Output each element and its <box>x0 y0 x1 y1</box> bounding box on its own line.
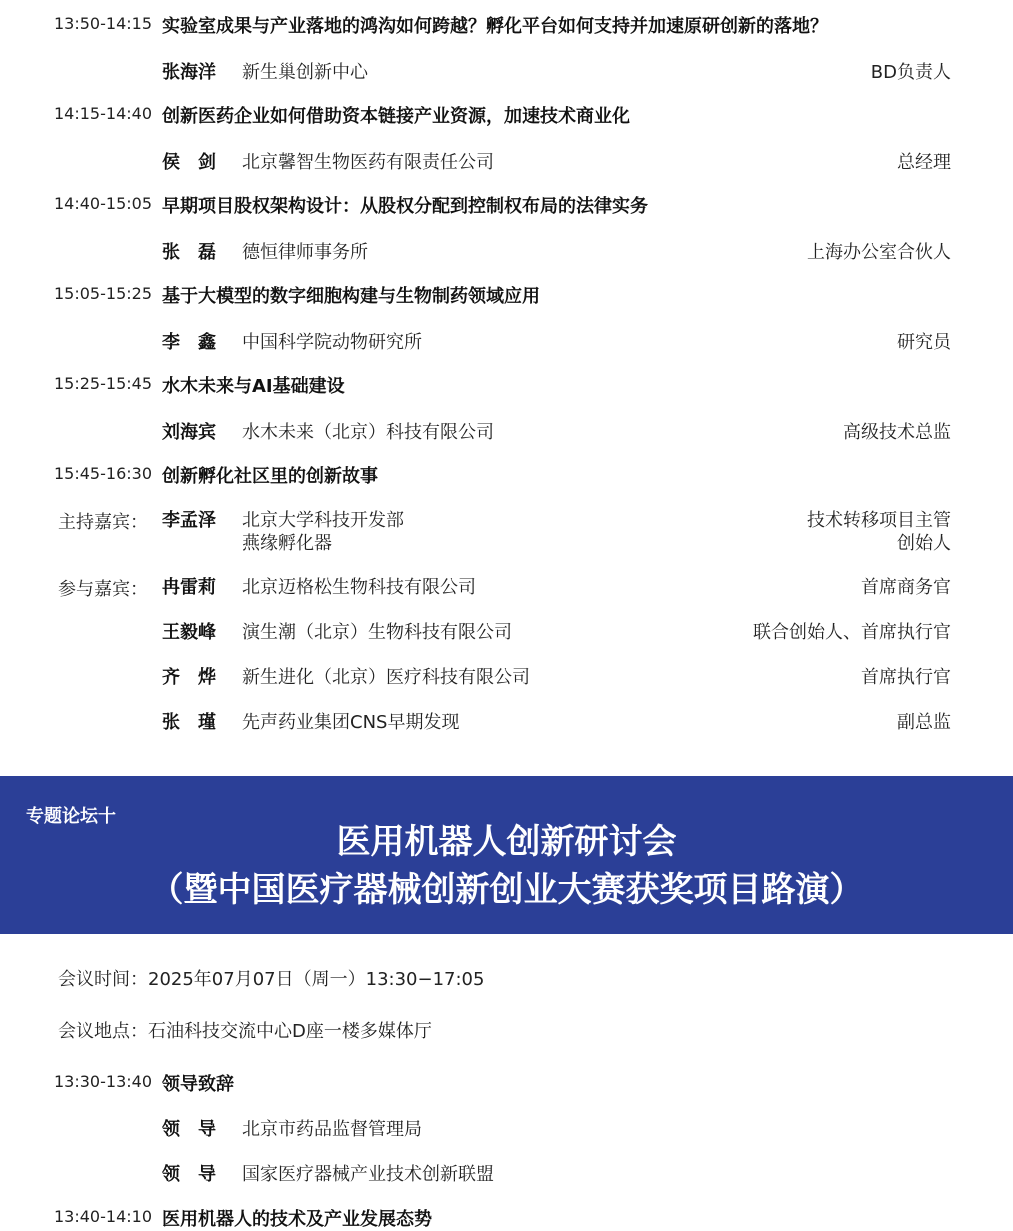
host-role: 创始人 <box>897 533 951 554</box>
guest-name: 齐 烨 <box>162 667 216 688</box>
guest-label: 参与嘉宾： <box>58 579 148 600</box>
speaker-org: 水木未来（北京）科技有限公司 <box>242 422 494 443</box>
forum-title: 医用机器人创新研讨会 <box>336 822 677 862</box>
forum-banner <box>0 776 1013 934</box>
speaker-role: 上海办公室合伙人 <box>807 242 951 263</box>
leader-name: 领 导 <box>162 1119 216 1140</box>
speaker-role: 研究员 <box>897 332 951 353</box>
host-label: 主持嘉宾： <box>58 512 148 533</box>
session-topic: 基于大模型的数字细胞构建与生物制药领域应用 <box>162 286 540 307</box>
session-time: 14:40-15:05 <box>54 194 152 213</box>
meeting-time: 会议时间：2025年07月07日（周一）13:30−17:05 <box>58 969 485 990</box>
speaker-role: 总经理 <box>897 152 951 173</box>
leader-org: 北京市药品监督管理局 <box>242 1119 422 1140</box>
leader-org: 国家医疗器械产业技术创新联盟 <box>242 1164 494 1185</box>
session-topic: 医用机器人的技术及产业发展态势 <box>162 1209 432 1230</box>
session-time: 15:45-16:30 <box>54 464 152 483</box>
speaker-org: 北京馨智生物医药有限责任公司 <box>242 152 494 173</box>
session-topic: 早期项目股权架构设计：从股权分配到控制权布局的法律实务 <box>162 196 648 217</box>
guest-role: 首席执行官 <box>861 667 951 688</box>
session-topic: 创新医药企业如何借助资本链接产业资源，加速技术商业化 <box>162 106 630 127</box>
speaker-org: 德恒律师事务所 <box>242 242 368 263</box>
leader-name: 领 导 <box>162 1164 216 1185</box>
session-topic: 领导致辞 <box>162 1074 234 1095</box>
guest-org: 演生潮（北京）生物科技有限公司 <box>242 622 512 643</box>
host-org: 燕缘孵化器 <box>242 533 332 554</box>
speaker-role: BD负责人 <box>870 62 951 83</box>
session-time: 15:25-15:45 <box>54 374 152 393</box>
forum-tag: 专题论坛十 <box>26 806 116 827</box>
guest-name: 张 瑾 <box>162 712 216 733</box>
guest-name: 冉雷莉 <box>162 577 216 598</box>
session-time: 15:05-15:25 <box>54 284 152 303</box>
session-time: 13:30-13:40 <box>54 1072 152 1091</box>
speaker-org: 中国科学院动物研究所 <box>242 332 422 353</box>
host-org: 北京大学科技开发部 <box>242 510 404 531</box>
host-role: 技术转移项目主管 <box>807 510 951 531</box>
session-topic: 水木未来与AI基础建设 <box>162 376 345 397</box>
speaker-role: 高级技术总监 <box>843 422 951 443</box>
guest-org: 新生进化（北京）医疗科技有限公司 <box>242 667 530 688</box>
speaker-name: 李 鑫 <box>162 332 216 353</box>
guest-role: 首席商务官 <box>861 577 951 598</box>
guest-org: 先声药业集团CNS早期发现 <box>242 712 460 733</box>
host-name: 李孟泽 <box>162 510 216 531</box>
session-topic: 创新孵化社区里的创新故事 <box>162 466 378 487</box>
meeting-place: 会议地点：石油科技交流中心D座一楼多媒体厅 <box>58 1021 432 1042</box>
session-topic: 实验室成果与产业落地的鸿沟如何跨越？孵化平台如何支持并加速原研创新的落地？ <box>162 16 828 37</box>
speaker-name: 刘海宾 <box>162 422 216 443</box>
speaker-name: 侯 剑 <box>162 152 216 173</box>
session-time: 13:40-14:10 <box>54 1207 152 1226</box>
session-time: 13:50-14:15 <box>54 14 152 33</box>
speaker-name: 张海洋 <box>162 62 216 83</box>
guest-role: 副总监 <box>897 712 951 733</box>
speaker-org: 新生巢创新中心 <box>242 62 368 83</box>
guest-org: 北京迈格松生物科技有限公司 <box>242 577 476 598</box>
guest-name: 王毅峰 <box>162 622 216 643</box>
forum-subtitle: （暨中国医疗器械创新创业大赛获奖项目路演） <box>149 870 864 910</box>
session-time: 14:15-14:40 <box>54 104 152 123</box>
guest-role: 联合创始人、首席执行官 <box>753 622 951 643</box>
speaker-name: 张 磊 <box>162 242 216 263</box>
